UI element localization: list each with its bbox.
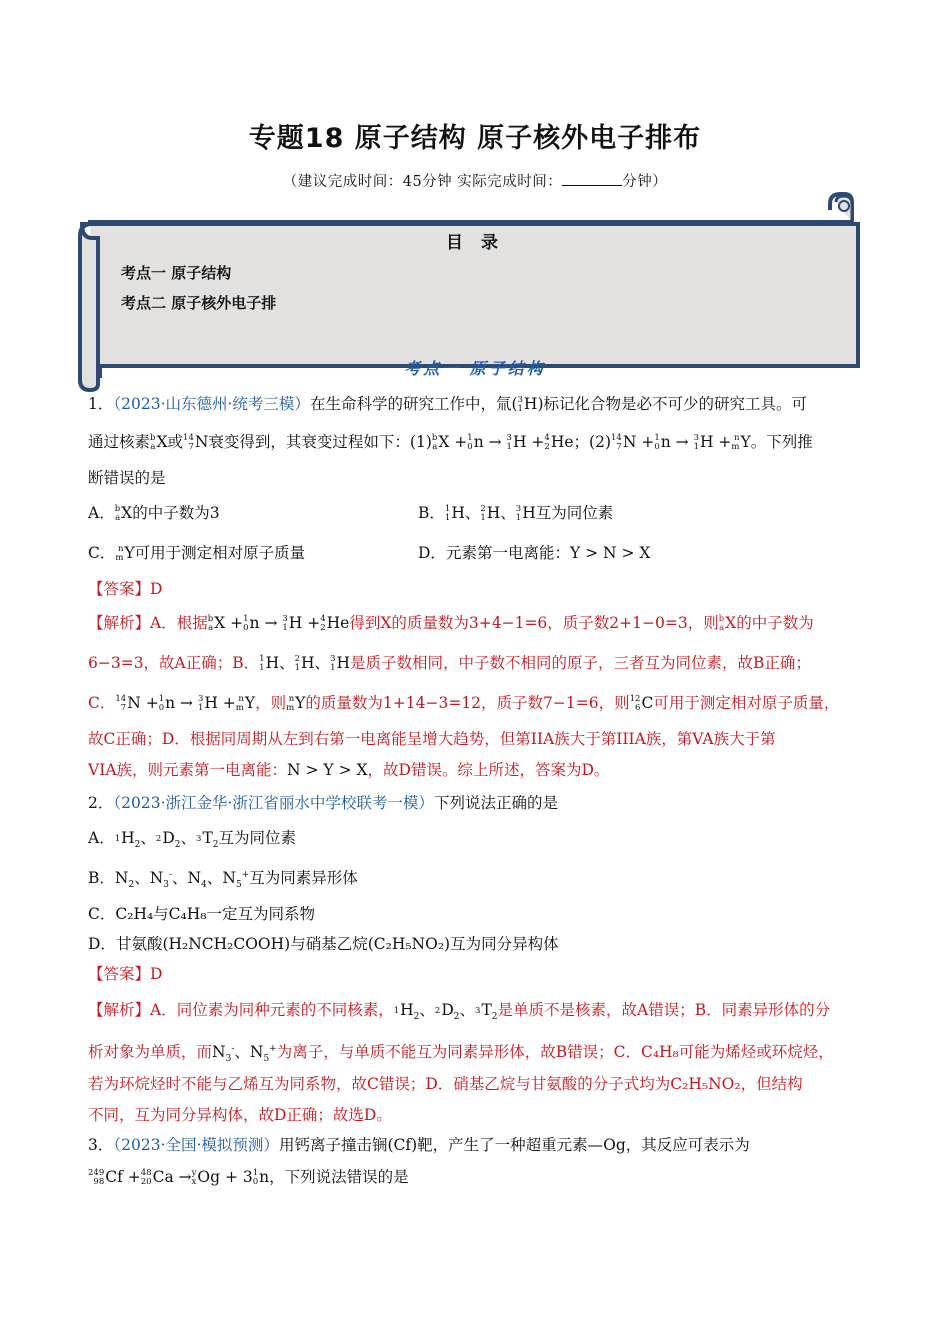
q1-number: 1． [88, 395, 114, 413]
nuclide-n14: 14 7 [183, 433, 194, 452]
q1-option-c[interactable]: C． n m Y可用于测定相对原子质量 [88, 544, 306, 563]
q2-number: 2． [88, 794, 114, 812]
time-hint-left: （建议完成时间：45分钟 实际完成时间： [282, 174, 563, 190]
opt-b-h1: 1 1 [444, 504, 451, 523]
q1-stem-1b: )标记化合物是必不可少的研究工具。可 [537, 395, 808, 413]
q1-source: （2023·山东德州·统考三模） [113, 395, 310, 413]
q1-an-5: C． [88, 694, 116, 712]
page-title: 专题18 原子结构 原子核外电子排布 [248, 123, 702, 154]
toc-title: 目 录 [446, 233, 504, 253]
q1-an-7: 的质量数为1+14−3=12，质子数7−1=6，则 [305, 694, 630, 712]
eq2-h: 3 1 [693, 433, 699, 452]
q2-analysis-line1: 【解析】A．同位素为同种元素的不同核素， 1 $H_2$、 2 $D_2$、 3 $T_2$是单质不是核素，故A错误；B．同素异形体的分 [88, 1001, 831, 1023]
tritium-nuclide: 3 1 [517, 395, 523, 414]
time-blank [562, 170, 622, 186]
q1-an-2: 的中子数为 [736, 614, 814, 632]
nuclide-x: b a [150, 433, 156, 452]
q2-stem: 下列说法正确的是 [433, 794, 558, 812]
q1-analysis-line3: C． 14 7 N + 1 0 n → 3 1 H + n m Y，则 n m Y的质量数为1+14−3=12，质子数7−1=6，则 12 6 C可用于测定相对原子质量， [88, 694, 840, 713]
q1-an-12: ，故D错误。综上所述，答案为D。 [367, 761, 610, 779]
time-hint-right: 分钟） [622, 174, 668, 190]
q1-stem-2b: 或 [167, 433, 184, 451]
q1-an-4: 是质子数相同，中子数不相同的原子，三者互为同位素，故B正确； [350, 654, 811, 672]
q1-analysis-line5 [88, 759, 609, 781]
q2-option-a[interactable]: A． 1 $H_2$、 2 $D_2$、 3 $T_2$互为同位素 [88, 829, 297, 851]
q1-an-10: VIA族，则元素第一电离能： [88, 761, 288, 779]
q1-option-b-text: 互为同位素 [535, 504, 614, 522]
q1-stem-1: 在生命科学的研究工作中，氚( [309, 395, 518, 413]
q1-stem-2a: 通过核素 [88, 433, 151, 451]
q1-option-d[interactable]: D．元素第一电离能：Y > N > X [418, 544, 651, 562]
q2-an-0: 【解析】A．同位素为同种元素的不同核素， [88, 1001, 394, 1019]
q1-line2: 通过核素 b a X或 14 7 N衰变得到，其衰变过程如下：(1) b a X + 1 0 n → 3 1 H + 4 2 He；(2) 14 7 N + 1 0 n → 3 1 H + n m Y。下列推 [88, 433, 813, 452]
q2-analysis-line3: 若为环烷烃时不能与乙烯互为同系物，故C错误；D．硝基乙烷与甘氨酸的分子式均为C₂H₅NO₂，但结构 [88, 1075, 803, 1093]
opt-b-h2: 2 1 [480, 504, 486, 523]
q1-an-6: ，则 [255, 694, 287, 712]
q2-an-3: 为离子，与单质不能互为同素异形体，故B错误；C．C₄H₈可能为烯烃或环烷烃， [276, 1043, 834, 1062]
q2-option-b-text: 互为同素异形体 [249, 869, 358, 887]
q1-option-a[interactable]: A． b a X的中子数为3 [88, 504, 220, 523]
q1-line3: 断错误的是 [88, 469, 166, 487]
q3-line1 [88, 1134, 750, 1156]
q2-option-b[interactable]: B．$N_2$、$N_3^-$、$N_4$、$N_5^+$互为同素异形体 [88, 869, 358, 891]
q1-option-d-text: 元素第一电离能：Y > N > X [445, 544, 651, 562]
q2-option-d[interactable]: D．甘氨酸(H₂NCH₂COOH)与硝基乙烷(C₂H₅NO₂)互为同分异构体 [88, 935, 559, 953]
q1-analysis-line4: 故C正确；D．根据同周期从左到右第一电离能呈增大趋势，但第IIA族大于第IIIA族，第VA族大于第 [88, 730, 776, 748]
q1-an-0: 【解析】A．根据 [88, 614, 208, 632]
q2-option-c[interactable]: C．C₂H₄与C₄H₈一定互为同系物 [88, 905, 315, 923]
eq2-y: n m [731, 433, 740, 452]
q1-an-11: N > Y > X [287, 761, 368, 779]
q1-an-3: 6−3=3，故A正确；B． [88, 654, 260, 672]
q1-stem-2e: 。下列推 [750, 433, 813, 451]
q1-answer: 【答案】D [88, 580, 163, 598]
q1-line1: 1．（2023·山东德州·统考三模）在生命科学的研究工作中，氚( 3 1 H)标记化合物是必不可少的研究工具。可 [88, 395, 808, 414]
q2-analysis-line4: 不同，互为同分异构体，故D正确；故选D。 [88, 1106, 392, 1124]
eq2-n: 1 0 [654, 433, 660, 452]
opt-a-x: b a [114, 504, 121, 523]
q1-option-b[interactable]: B． 1 1 H、 2 1 H、 3 1 H互为同位素 [418, 504, 614, 523]
q3-number: 3． [88, 1136, 114, 1154]
q2-line1 [88, 792, 558, 814]
q3-line2: 249 98 Cf + 48 20 Ca → y x Og + 3 1 0 n，下列说法错误的是 [88, 1168, 409, 1187]
q2-option-a-text: 互为同位素 [218, 829, 297, 847]
q2-source: （2023·浙江金华·浙江省丽水中学校联考一模） [113, 794, 434, 812]
opt-b-h3: 3 1 [515, 504, 522, 523]
section-heading: 考点一 原子结构 [404, 359, 546, 378]
q1-option-c-text: 可用于测定相对原子质量 [134, 544, 306, 562]
toc-item-1[interactable]: 考点一 原子结构 [121, 264, 232, 282]
q3-stem-2: ，下列说法错误的是 [269, 1168, 409, 1186]
opt-c-y: n m [115, 544, 124, 563]
eq1-he: 4 2 [544, 433, 550, 452]
q2-an-1: 是单质不是核素，故A错误；B．同素异形体的分 [497, 1001, 831, 1019]
q1-analysis-line1: 【解析】A．根据 b a X + 1 0 n → 3 1 H + 4 2 He得到X的质量数为3+4−1=6，质子数2+1−0=3，则 b a X的中子数为 [88, 614, 814, 633]
q2-an-2: 析对象为单质，而 [88, 1043, 213, 1062]
q1-analysis-line2: 6−3=3，故A正确；B． 1 1 H、 2 1 H、 3 1 H是质子数相同，中子数不相同的原子，三者互为同位素，故B正确； [88, 654, 811, 673]
eq1-h: 3 1 [506, 433, 512, 452]
q2-analysis-line2: 析对象为单质，而$N_3^-$、$N_5^+$为离子，与单质不能互为同素异形体，故B错误；C．C₄H₈可能为烯烃或环烷烃， [88, 1043, 834, 1065]
eq1-n: 1 0 [467, 433, 473, 452]
q3-source: （2023·全国·模拟预测） [113, 1136, 279, 1154]
toc-item-2[interactable]: 考点二 原子核外电子排 [121, 294, 277, 312]
q1-an-1: 得到X的质量数为3+4−1=6，质子数2+1−0=3，则 [349, 614, 719, 632]
eq2-n14: 14 7 [611, 433, 622, 452]
q2-answer: 【答案】D [88, 965, 163, 983]
eq1-x: b a [431, 433, 438, 452]
q3-stem-1: 用钙离子撞击锎(Cf)靶，产生了一种超重元素—Og，其反应可表示为 [278, 1136, 750, 1154]
q2-option-d-text: 甘氨酸(H₂NCH₂COOH)与硝基乙烷(C₂H₅NO₂)互为同分异构体 [115, 935, 559, 953]
q1-stem-2d: ；(2) [573, 433, 611, 451]
q1-stem-2c: 衰变得到，其衰变过程如下：(1) [208, 433, 432, 451]
q2-option-c-text: C₂H₄与C₄H₈一定互为同系物 [115, 905, 315, 923]
q1-option-a-text: 的中子数为3 [132, 504, 220, 522]
q1-an-8: 可用于测定相对原子质量， [653, 694, 840, 712]
